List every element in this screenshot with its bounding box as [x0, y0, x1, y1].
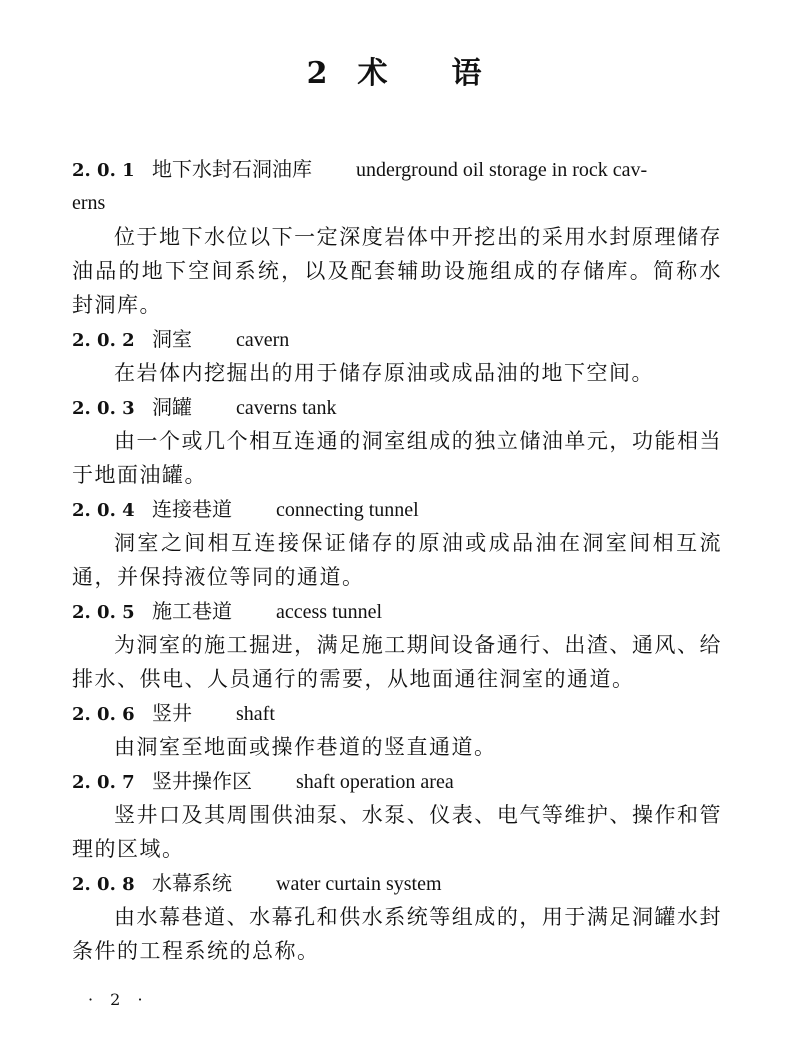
chapter-title-char-2: 语 [451, 56, 484, 91]
term-2-0-7 [72, 764, 722, 866]
term-chinese: 竖井操作区 [152, 769, 252, 793]
term-chinese: 竖井 [152, 701, 192, 725]
term-2-0-1 [72, 152, 722, 322]
term-chinese: 水幕系统 [152, 871, 232, 895]
term-heading [72, 696, 722, 730]
term-english: shaft operation area [296, 771, 454, 793]
term-number: 2. 0. 4 [72, 500, 135, 521]
term-definition: 在岩体内挖掘出的用于储存原油或成品油的地下空间。 [114, 361, 654, 385]
terms-list [72, 152, 722, 968]
term-definition: 竖井口及其周围供油泵、水泵、仪表、电气等维护、操作和管理的区域。 [72, 803, 722, 861]
term-number: 2. 0. 5 [72, 602, 135, 623]
term-heading [72, 152, 722, 186]
term-number: 2. 0. 6 [72, 704, 135, 725]
term-2-0-8 [72, 866, 722, 968]
page-number: · 2 · [88, 990, 149, 1009]
term-heading [72, 866, 722, 900]
term-2-0-2 [72, 322, 722, 390]
term-definition: 由水幕巷道、水幕孔和供水系统等组成的，用于满足洞罐水封条件的工程系统的总称。 [72, 905, 722, 963]
term-definition: 位于地下水位以下一定深度岩体中开挖出的采用水封原理储存油品的地下空间系统，以及配套辅助设施组成的存储库。简称水封洞库。 [72, 225, 722, 317]
term-english: caverns tank [236, 397, 337, 419]
term-english-continued: erns [72, 192, 106, 214]
term-number: 2. 0. 7 [72, 772, 135, 793]
term-definition: 由一个或几个相互连通的洞室组成的独立储油单元，功能相当于地面油罐。 [72, 429, 722, 487]
term-number: 2. 0. 3 [72, 398, 135, 419]
term-chinese: 洞罐 [152, 395, 192, 419]
term-heading [72, 390, 722, 424]
term-chinese: 连接巷道 [152, 497, 232, 521]
term-definition: 由洞室至地面或操作巷道的竖直通道。 [114, 735, 497, 759]
term-definition: 洞室之间相互连接保证储存的原油或成品油在洞室间相互流通，并保持液位等同的通道。 [72, 531, 722, 589]
term-english: water curtain system [276, 873, 442, 895]
term-english: shaft [236, 703, 275, 725]
term-heading [72, 594, 722, 628]
term-2-0-3 [72, 390, 722, 492]
term-heading [72, 492, 722, 526]
term-2-0-5 [72, 594, 722, 696]
term-chinese: 洞室 [152, 327, 192, 351]
term-number: 2. 0. 2 [72, 330, 135, 351]
term-number: 2. 0. 8 [72, 874, 135, 895]
term-english: access tunnel [276, 601, 383, 623]
term-2-0-6 [72, 696, 722, 764]
term-english: underground oil storage in rock cav- [356, 159, 648, 181]
term-english: connecting tunnel [276, 499, 419, 521]
chapter-number: 2 [306, 56, 330, 91]
term-english: cavern [236, 329, 290, 351]
term-heading [72, 764, 722, 798]
term-number: 2. 0. 1 [72, 160, 135, 181]
chapter-title-char-1: 术 [357, 56, 390, 91]
term-2-0-4 [72, 492, 722, 594]
term-chinese: 施工巷道 [152, 599, 232, 623]
term-definition: 为洞室的施工掘进，满足施工期间设备通行、出渣、通风、给排水、供电、人员通行的需要，从地面通往洞室的通道。 [72, 633, 722, 691]
term-heading [72, 322, 722, 356]
chapter-title [0, 48, 790, 92]
term-chinese: 地下水封石洞油库 [152, 157, 312, 181]
